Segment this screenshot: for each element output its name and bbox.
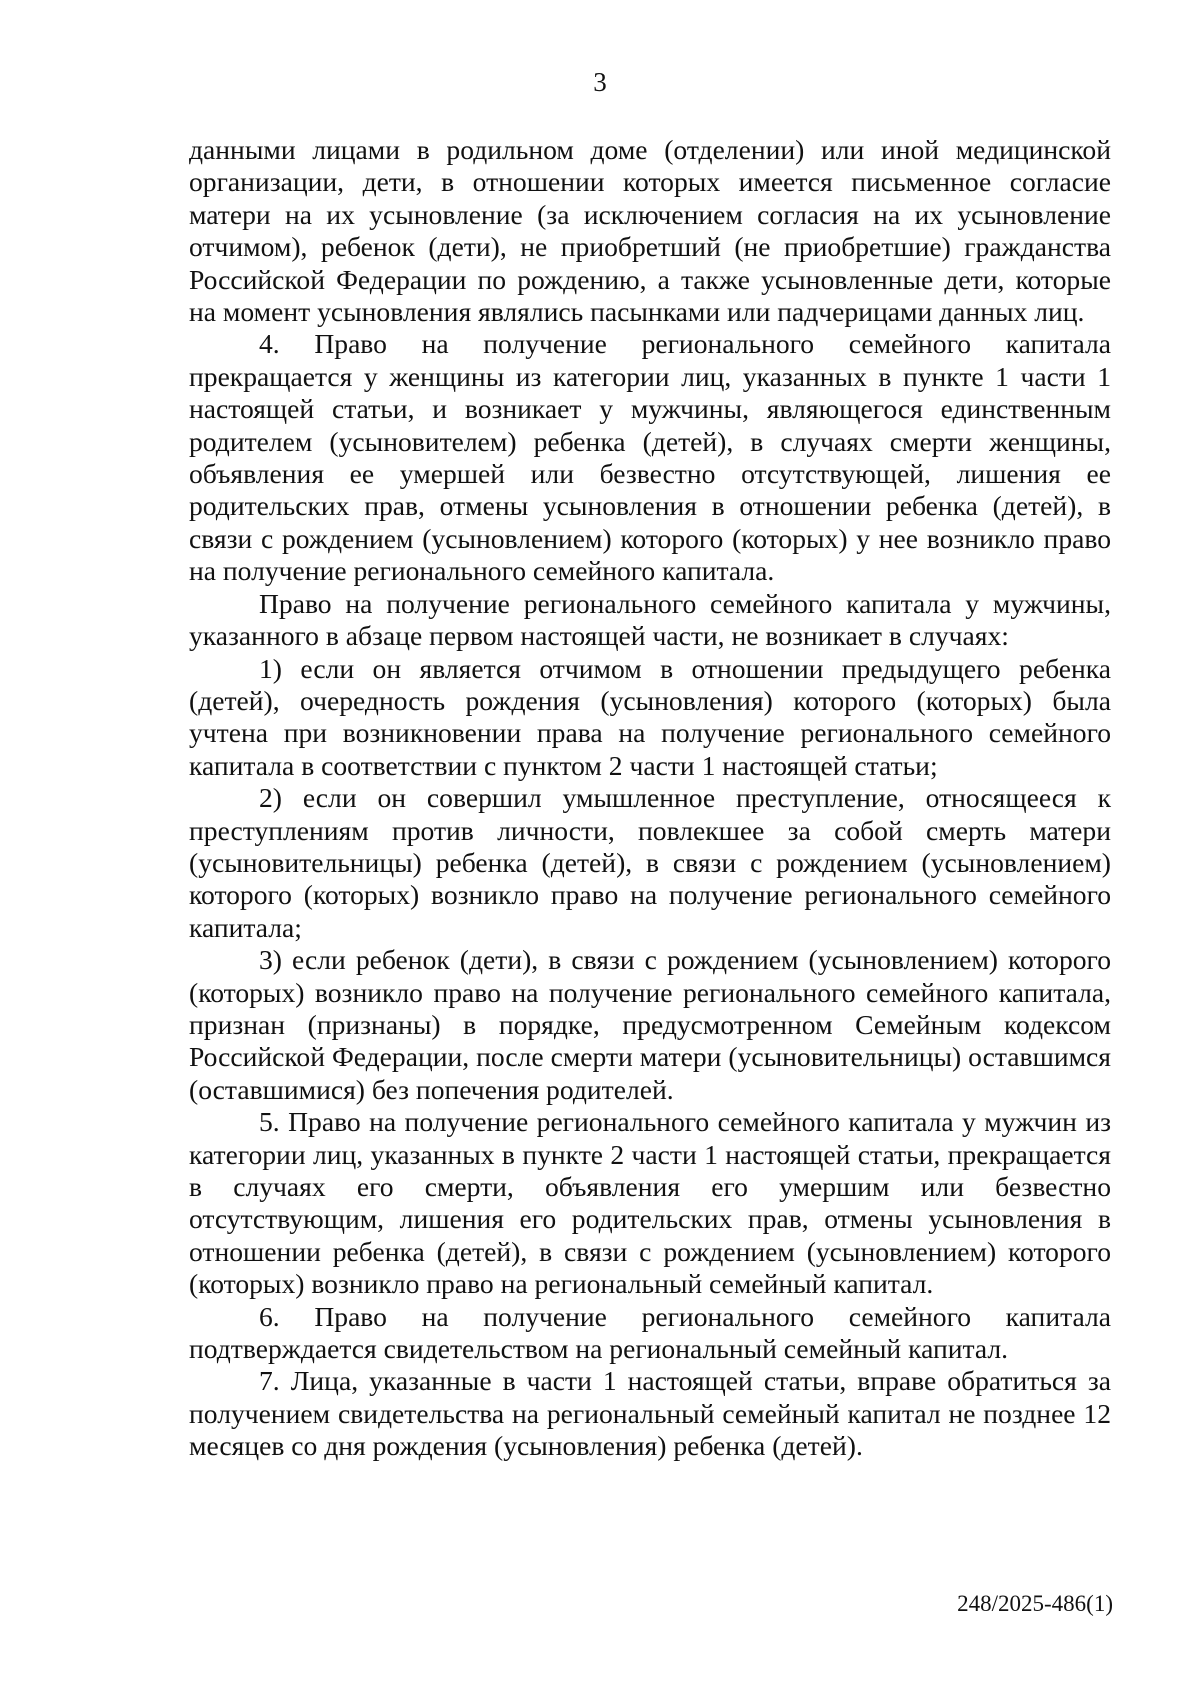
paragraph-subitem-2: 2) если он совершил умышленное преступление, относящееся к преступлениям против личности, повлекшее за собой смерть матери (усыновительницы) ребенка (детей), в связи с рождением (усыновлением) которого (которых) возникло право на получение регионального семейного капитала; (189, 782, 1111, 943)
page-number: 3 (593, 67, 607, 97)
paragraph-item-6: 6. Право на получение регионального семейного капитала подтверждается свидетельством на региональный семейный капитал. (189, 1300, 1111, 1365)
paragraph-item-5: 5. Право на получение регионального семейного капитала у мужчин из категории лиц, указанных в пункте 2 части 1 настоящей статьи, прекращается в случаях его смерти, объявления его умершим или безвестно отсутствующим, лишения его родительских прав, отмены усыновления в отношении ребенка (детей), в связи с рождением (усыновлением) которого (которых) возникло право на региональный семейный капитал. (189, 1106, 1111, 1300)
paragraph-item-4-exceptions: Право на получение регионального семейного капитала у мужчины, указанного в абзаце первом настоящей части, не возникает в случаях: (189, 587, 1111, 652)
paragraph-item-4: 4. Право на получение регионального семейного капитала прекращается у женщины из категории лиц, указанных в пункте 1 части 1 настоящей статьи, и возникает у мужчины, являющегося единственным родителем (усыновителем) ребенка (детей), в случаях смерти женщины, объявления ее умершей или безвестно отсутствующей, лишения ее родительских прав, отмены усыновления в отношении ребенка (детей), в связи с рождением (усыновлением) которого (которых) у нее возникло право на получение регионального семейного капитала. (189, 328, 1111, 587)
paragraph-subitem-1: 1) если он является отчимом в отношении предыдущего ребенка (детей), очередность рождения (усыновления) которого (которых) была учтена при возникновении права на получение регионального семейного капитала в соответствии с пунктом 2 части 1 настоящей статьи; (189, 652, 1111, 781)
paragraph-item-7: 7. Лица, указанные в части 1 настоящей статьи, вправе обратиться за получением свидетельства на региональный семейный капитал не позднее 12 месяцев со дня рождения (усыновления) ребенка (детей). (189, 1365, 1111, 1462)
document-id: 248/2025-486(1) (957, 1591, 1113, 1616)
document-body (189, 134, 1111, 1463)
paragraph-subitem-3: 3) если ребенок (дети), в связи с рождением (усыновлением) которого (которых) возникло право на получение регионального семейного капитала, признан (признаны) в порядке, предусмотренном Семейным кодексом Российской Федерации, после смерти матери (усыновительницы) оставшимся (оставшимися) без попечения родителей. (189, 944, 1111, 1105)
paragraph-continuation: данными лицами в родильном доме (отделении) или иной медицинской организации, дети, в отношении которых имеется письменное согласие матери на их усыновление (за исключением согласия на их усыновление отчимом), ребенок (дети), не приобретший (не приобретшие) гражданства Российской Федерации по рождению, а также усыновленные дети, которые на момент усыновления являлись пасынками или падчерицами данных лиц. (189, 134, 1111, 328)
